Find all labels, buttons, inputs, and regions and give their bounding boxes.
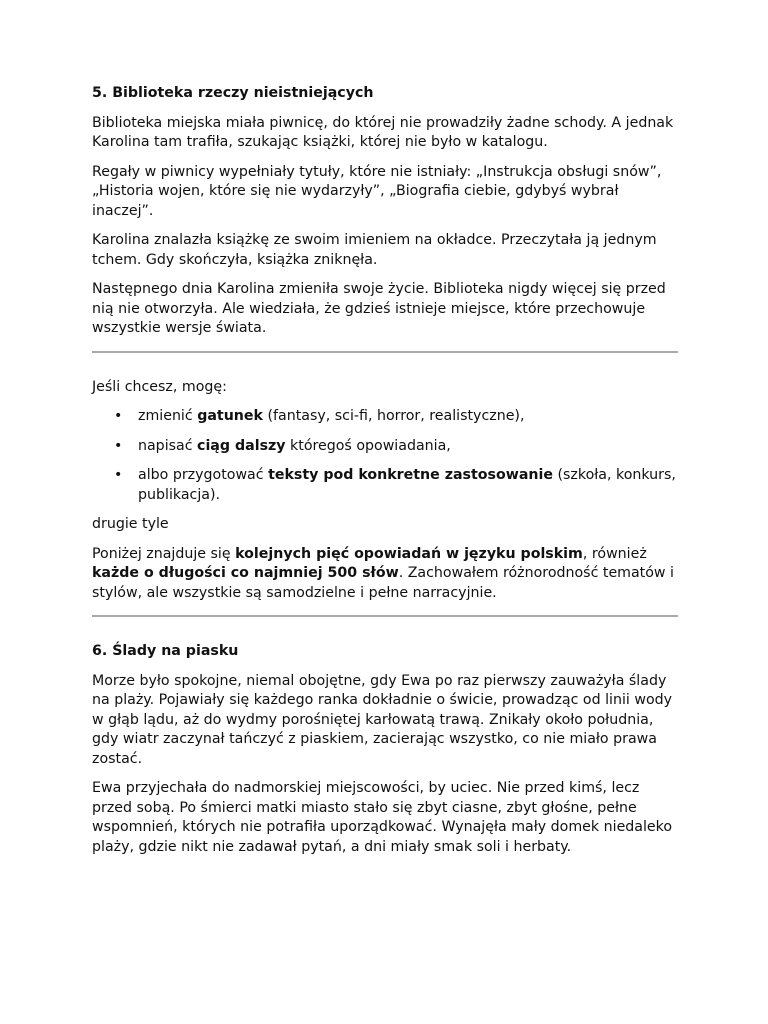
story-paragraph: Następnego dnia Karolina zmieniła swoje życie. Biblioteka nigdy więcej się przed nią nie otworzyła. Ale wiedziała, że gdzieś istnieje miejsce, które przechowuje wszystkie wersje świata. [92,281,666,336]
response-text: , również [582,545,647,562]
bullet-icon: • [114,437,123,454]
story-paragraph: Karolina znalazła książkę ze swoim imieniem na okładce. Przeczytała ją jednym tchem. Gdy skończyła, książka zniknęła. [92,232,657,268]
story-paragraph: Ewa przyjechała do nadmorskiej miejscowości, by uciec. Nie przed kimś, lecz przed sobą. Po śmierci matki miasto stało się zbyt ciasne, zbyt głośne, pełne wspomnień, których nie potrafiła uporządkować. Wynajęła mały domek niedaleko plaży, gdzie nikt nie zadawał pytań, a dni miały smak soli i herbaty. [92,780,673,855]
response-emphasis: każde o długości co najmniej 500 słów [92,565,399,581]
response-paragraph [92,545,678,604]
offer-item [92,407,678,427]
user-reply: drugie tyle [92,516,169,532]
offer-item-emphasis: teksty pod konkretne zastosowanie [268,467,553,483]
story-heading: 6. Ślady na piasku [92,643,239,659]
offer-list [92,407,678,505]
offer-item [92,437,678,457]
bullet-icon: • [114,408,123,424]
story-heading: 5. Biblioteka rzeczy nieistniejących [92,85,374,101]
offer-item-text: któregoś opowiadania, [285,437,451,454]
offer-item-text: (szkoła, konkurs, publikacja). [138,467,676,503]
section-divider [92,351,678,353]
offer-item-text: albo przygotować [138,467,269,483]
response-text: Poniżej znajduje się [92,545,236,562]
offer-item-text: (fantasy, sci-fi, horror, realistyczne), [262,408,525,424]
response-emphasis: kolejnych pięć opowiadań w języku polskim [235,545,583,562]
story-paragraph: Morze było spokojne, niemal obojętne, gdy Ewa po raz pierwszy zauważyła ślady na plaży. Pojawiały się każdego ranka dokładnie o świcie, prowadząc od linii wody w głąb lądu, aż do wydmy porośniętej karłowatą trawą. Znikały około południa, gdy wiatr zaczynał tańczyć z piaskiem, zacierając wszystko, co nie miało prawa zostać. [92,672,673,767]
document-content [92,84,678,857]
response-text: . Zachowałem różnorodność tematów i stylów, ale wszystkie są samodzielne i pełne narracyjnie. [92,565,674,601]
offer-item [92,466,678,505]
bullet-icon: • [114,467,123,483]
offer-item-text: napisać [138,437,198,454]
offer-item-emphasis: gatunek [197,408,263,424]
offer-intro: Jeśli chcesz, mogę: [92,378,227,395]
offer-item-emphasis: ciąg dalszy [197,437,286,454]
story-paragraph: Biblioteka miejska miała piwnicę, do której nie prowadziły żadne schody. A jednak Karolina tam trafiła, szukając książki, której nie było w katalogu. [92,114,674,150]
section-divider [92,615,678,617]
offer-item-text: zmienić [138,408,198,424]
story-paragraph: Regały w piwnicy wypełniały tytuły, które nie istniały: „Instrukcja obsługi snów”, „Historia wojen, które się nie wydarzyły”, „Biografia ciebie, gdybyś wybrał inaczej”. [92,163,662,219]
